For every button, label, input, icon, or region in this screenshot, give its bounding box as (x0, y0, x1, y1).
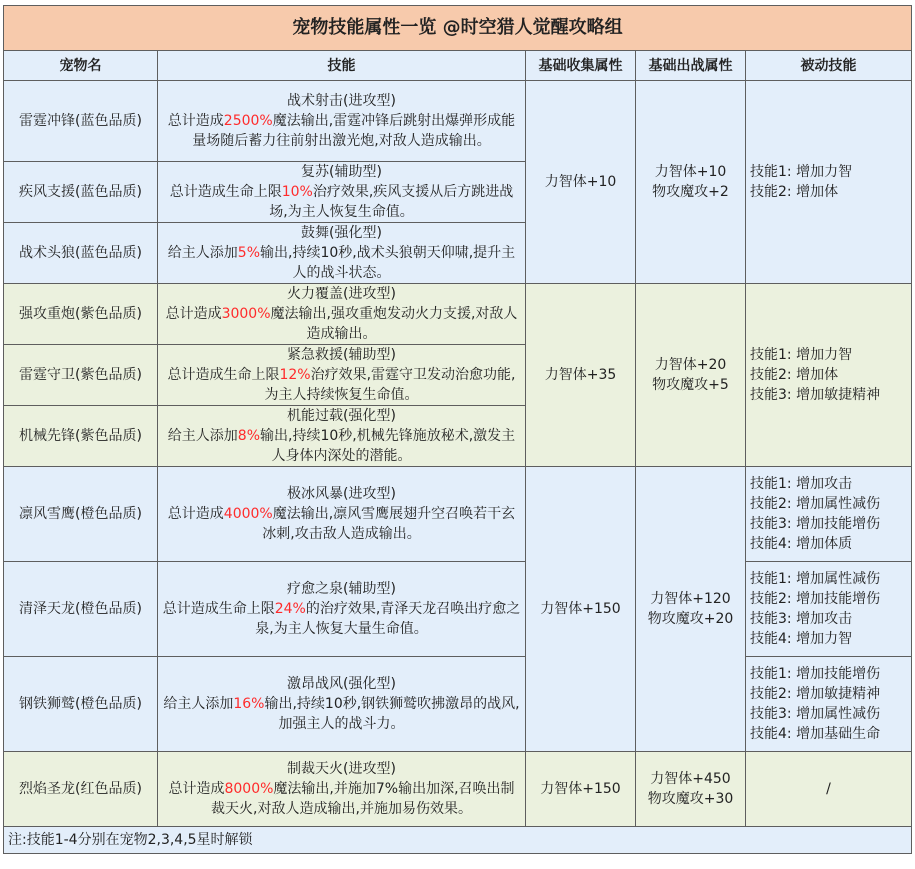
skill-highlight: 2500% (223, 113, 273, 129)
skill-highlight: 8% (237, 428, 261, 444)
collect-attr: 力智体+35 (526, 284, 636, 467)
skill-cell (158, 562, 526, 657)
skill-name: 火力覆盖(进攻型) (287, 286, 396, 302)
pet-name: 强攻重炮(紫色品质) (4, 284, 158, 345)
skill-desc: 总计造成3000%魔法输出,强攻重炮发动火力支援,对敌人造成输出。 (165, 306, 518, 342)
passive-skills: 技能1: 增加技能增伤 技能2: 增加敏捷精神 技能3: 增加属性减伤 技能4: 增加基础生命 (746, 657, 912, 752)
skill-desc: 给主人添加5%输出,持续10秒,战术头狼朝天仰啸,提升主人的战斗状态。 (167, 245, 516, 281)
pet-skill-table (3, 5, 912, 854)
skill-name: 复苏(辅助型) (301, 164, 382, 180)
passive-skills: 技能1: 增加力智 技能2: 增加体 (746, 81, 912, 284)
pet-name: 钢铁狮鹫(橙色品质) (4, 657, 158, 752)
pet-name: 雷霆冲锋(蓝色品质) (4, 81, 158, 162)
header-passive-skill: 被动技能 (746, 51, 912, 81)
skill-desc: 总计造成2500%魔法输出,雷霆冲锋后跳射出爆弹形成能量场随后蓄力往前射出激光炮,对敌人造成输出。 (167, 113, 516, 149)
battle-attr: 力智体+120 物攻魔攻+20 (636, 467, 746, 752)
footnote: 注:技能1-4分别在宠物2,3,4,5星时解锁 (4, 827, 912, 854)
skill-cell (158, 406, 526, 467)
table-row (4, 657, 912, 752)
skill-cell (158, 345, 526, 406)
table-row (4, 81, 912, 162)
skill-name: 疗愈之泉(辅助型) (287, 581, 396, 597)
skill-name: 紧急救援(辅助型) (287, 347, 396, 363)
passive-skills: 技能1: 增加力智 技能2: 增加体 技能3: 增加敏捷精神 (746, 284, 912, 467)
skill-name: 制裁天火(进攻型) (287, 761, 396, 777)
skill-highlight: 4000% (223, 506, 273, 522)
battle-attr: 力智体+450 物攻魔攻+30 (636, 752, 746, 827)
collect-attr: 力智体+150 (526, 752, 636, 827)
collect-attr: 力智体+150 (526, 467, 636, 752)
skill-desc: 总计造成生命上限10%治疗效果,疾风支援从后方跳进战场,为主人恢复生命值。 (169, 184, 514, 220)
skill-highlight: 10% (281, 184, 313, 200)
skill-desc: 给主人添加8%输出,持续10秒,机械先锋施放秘术,激发主人身体内深处的潜能。 (167, 428, 516, 464)
skill-highlight: 5% (237, 245, 261, 261)
skill-name: 鼓舞(强化型) (301, 225, 382, 241)
pet-name: 清泽天龙(橙色品质) (4, 562, 158, 657)
skill-desc: 总计造成生命上限12%治疗效果,雷霆守卫发动治愈功能,为主人持续恢复生命值。 (167, 367, 516, 403)
skill-highlight: 12% (279, 367, 311, 383)
pet-name: 烈焰圣龙(红色品质) (4, 752, 158, 827)
skill-cell (158, 162, 526, 223)
skill-cell (158, 284, 526, 345)
skill-cell (158, 467, 526, 562)
battle-attr: 力智体+10 物攻魔攻+2 (636, 81, 746, 284)
battle-attr: 力智体+20 物攻魔攻+5 (636, 284, 746, 467)
table-row (4, 562, 912, 657)
pet-name: 战术头狼(蓝色品质) (4, 223, 158, 284)
skill-name: 战术射击(进攻型) (287, 93, 396, 109)
pet-name: 凛风雪鹰(橙色品质) (4, 467, 158, 562)
table-row (4, 467, 912, 562)
header-collect-attr: 基础收集属性 (526, 51, 636, 81)
skill-desc: 总计造成8000%魔法输出,并施加7%输出加深,召唤出制裁天火,对敌人造成输出,并施加易伤效果。 (168, 781, 515, 817)
skill-highlight: 8000% (224, 781, 274, 797)
skill-highlight: 3000% (221, 306, 271, 322)
passive-skills: 技能1: 增加攻击 技能2: 增加属性减伤 技能3: 增加技能增伤 技能4: 增加体质 (746, 467, 912, 562)
skill-desc: 给主人添加16%输出,持续10秒,钢铁狮鹫吹拂激昂的战风,加强主人的战斗力。 (163, 696, 520, 732)
skill-cell (158, 752, 526, 827)
skill-cell (158, 223, 526, 284)
skill-name: 机能过载(强化型) (287, 408, 396, 424)
skill-desc: 总计造成4000%魔法输出,凛风雪鹰展翅升空召唤若干玄冰刺,攻击敌人造成输出。 (167, 506, 516, 542)
table-row (4, 752, 912, 827)
header-battle-attr: 基础出战属性 (636, 51, 746, 81)
header-skill: 技能 (158, 51, 526, 81)
header-pet-name: 宠物名 (4, 51, 158, 81)
skill-highlight: 16% (233, 696, 265, 712)
skill-cell (158, 657, 526, 752)
passive-skills: / (746, 752, 912, 827)
skill-name: 激昂战风(强化型) (287, 676, 396, 692)
skill-name: 极冰风暴(进攻型) (287, 486, 396, 502)
skill-cell (158, 81, 526, 162)
skill-highlight: 24% (274, 601, 306, 617)
collect-attr: 力智体+10 (526, 81, 636, 284)
pet-name: 疾风支援(蓝色品质) (4, 162, 158, 223)
passive-skills: 技能1: 增加属性减伤 技能2: 增加技能增伤 技能3: 增加攻击 技能4: 增加力智 (746, 562, 912, 657)
table-row (4, 284, 912, 345)
pet-name: 雷霆守卫(紫色品质) (4, 345, 158, 406)
table-title: 宠物技能属性一览 @时空猎人觉醒攻略组 (4, 6, 912, 51)
pet-name: 机械先锋(紫色品质) (4, 406, 158, 467)
skill-desc: 总计造成生命上限24%的治疗效果,青泽天龙召唤出疗愈之泉,为主人恢复大量生命值。 (162, 601, 521, 637)
